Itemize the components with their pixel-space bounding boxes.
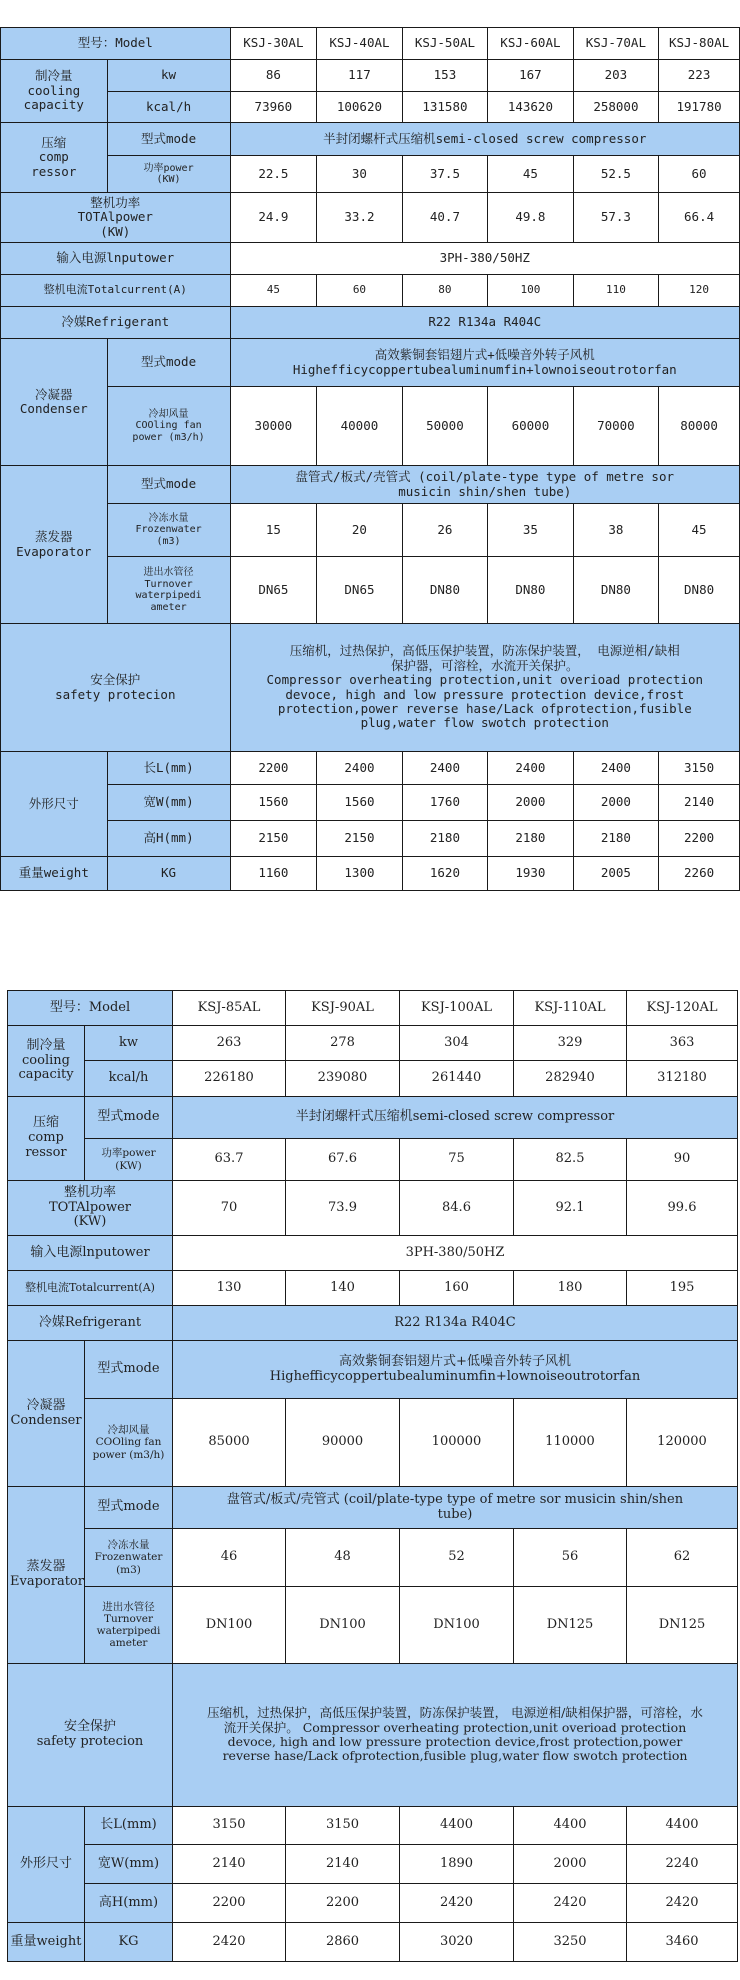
compressor-power-cell: 67.6 — [286, 1139, 400, 1181]
total-power-row — [1, 193, 740, 243]
safety-value: 压缩机，过热保护，高低压保护装置，防冻保护装置， 电源逆相/缺相 保护器，可溶栓，水流开关保护。 Compressor overheating protection,unit overioad protection devoce, high and low pressure protection device,frost protection,power reverse hase/Lack ofprotection,fusible plug,water flow swotch protection — [230, 624, 739, 752]
width-cell: 2000 — [514, 1845, 627, 1884]
compressor-type-value: 半封闭螺杆式压缩机semi-closed screw compressor — [173, 1097, 738, 1139]
type-mode-label: 型式mode — [85, 1487, 173, 1529]
total-power-cell: 84.6 — [400, 1181, 514, 1236]
compressor-power-cell: 45 — [488, 156, 573, 193]
type-mode-label: 型式mode — [107, 123, 230, 156]
cooling-fan-cell: 80000 — [659, 387, 740, 466]
dimensions-label: 外形尺寸 — [8, 1807, 85, 1923]
height-cell: 2150 — [230, 821, 317, 857]
frozen-water-cell: 46 — [173, 1529, 286, 1587]
cooling-kw-cell: 363 — [627, 1026, 738, 1061]
cooling-fan-cell: 30000 — [230, 387, 317, 466]
width-label: 宽W(mm) — [85, 1845, 173, 1884]
height-label: 高H(mm) — [85, 1884, 173, 1923]
total-current-label: 整机电流Totalcurrent(A) — [1, 275, 231, 307]
height-cell: 2420 — [627, 1884, 738, 1923]
pipe-cell: DN100 — [286, 1587, 400, 1664]
frozen-water-cell: 62 — [627, 1529, 738, 1587]
width-cell: 1890 — [400, 1845, 514, 1884]
cooling-kw-cell: 278 — [286, 1026, 400, 1061]
cooling-kw-cell: 263 — [173, 1026, 286, 1061]
frozen-water-cell: 48 — [286, 1529, 400, 1587]
compressor-power-cell: 90 — [627, 1139, 738, 1181]
length-cell: 4400 — [514, 1807, 627, 1845]
length-cell: 2200 — [230, 752, 317, 785]
cooling-capacity-label: 制冷量 cooling capacity — [8, 1026, 85, 1097]
compressor-type-row — [1, 123, 740, 156]
compressor-type-row — [8, 1097, 738, 1139]
total-power-row — [8, 1181, 738, 1236]
frozen-water-cell: 56 — [514, 1529, 627, 1587]
length-label: 长L(mm) — [85, 1807, 173, 1845]
width-row — [8, 1845, 738, 1884]
height-row — [1, 821, 740, 857]
cooling-kcal-cell: 131580 — [402, 92, 487, 123]
compressor-power-cell: 82.5 — [514, 1139, 627, 1181]
type-mode-label: 型式mode — [85, 1341, 173, 1399]
weight-row — [8, 1923, 738, 1962]
cooling-fan-cell: 40000 — [317, 387, 402, 466]
weight-cell: 3250 — [514, 1923, 627, 1962]
refrigerant-row — [8, 1306, 738, 1341]
total-power-label: 整机功率 TOTAlpower (KW) — [1, 193, 231, 243]
cooling-capacity-label: 制冷量 cooling capacity — [1, 60, 108, 123]
cooling-fan-label: 冷却风量 COOling fan power (m3/h) — [85, 1399, 173, 1487]
frozen-water-cell: 52 — [400, 1529, 514, 1587]
cooling-kw-cell: 153 — [402, 60, 487, 92]
model-cell: KSJ-85AL — [173, 991, 286, 1026]
evaporator-type-row — [8, 1487, 738, 1529]
cooling-kcal-cell: 143620 — [488, 92, 573, 123]
frozen-water-cell: 38 — [573, 504, 658, 557]
height-cell: 2200 — [286, 1884, 400, 1923]
pipe-label: 进出水管径 Turnover waterpipedi ameter — [85, 1587, 173, 1664]
total-power-cell: 66.4 — [659, 193, 740, 243]
compressor-type-value: 半封闭螺杆式压缩机semi-closed screw compressor — [230, 123, 739, 156]
pipe-cell: DN80 — [402, 557, 487, 624]
kcal-unit-label: kcal/h — [85, 1061, 173, 1097]
frozen-water-row — [8, 1529, 738, 1587]
refrigerant-value: R22 R134a R404C — [230, 307, 739, 339]
safety-label: 安全保护 safety protecion — [1, 624, 231, 752]
weight-cell: 3460 — [627, 1923, 738, 1962]
cooling-fan-cell: 60000 — [488, 387, 573, 466]
length-cell: 4400 — [400, 1807, 514, 1845]
cooling-fan-row — [1, 387, 740, 466]
kw-unit-label: kw — [85, 1026, 173, 1061]
cooling-kcal-cell: 73960 — [230, 92, 317, 123]
frozen-water-label: 冷冻水量 Frozenwater (m3) — [107, 504, 230, 557]
evaporator-type-value: 盘管式/板式/壳管式 (coil/plate-type type of metre sor musicin shin/shen tube) — [173, 1487, 738, 1529]
total-power-cell: 49.8 — [488, 193, 573, 243]
weight-cell: 2860 — [286, 1923, 400, 1962]
type-mode-label: 型式mode — [107, 466, 230, 504]
width-cell: 1560 — [317, 785, 402, 821]
width-row — [1, 785, 740, 821]
condenser-label: 冷凝器 Condenser — [8, 1341, 85, 1487]
pipe-cell: DN125 — [627, 1587, 738, 1664]
total-current-cell: 130 — [173, 1271, 286, 1306]
length-cell: 2400 — [488, 752, 573, 785]
cooling-fan-cell: 85000 — [173, 1399, 286, 1487]
frozen-water-row — [1, 504, 740, 557]
length-cell: 4400 — [627, 1807, 738, 1845]
model-row — [1, 28, 740, 60]
total-power-cell: 73.9 — [286, 1181, 400, 1236]
cooling-kw-cell: 304 — [400, 1026, 514, 1061]
model-label: 型号：Model — [8, 991, 173, 1026]
length-cell: 3150 — [286, 1807, 400, 1845]
weight-cell: 2420 — [173, 1923, 286, 1962]
cooling-kcal-cell: 100620 — [317, 92, 402, 123]
input-power-row — [1, 243, 740, 275]
model-cell: KSJ-80AL — [659, 28, 740, 60]
cooling-fan-cell: 50000 — [402, 387, 487, 466]
input-power-row — [8, 1236, 738, 1271]
weight-cell: 1300 — [317, 857, 402, 891]
weight-cell: 1930 — [488, 857, 573, 891]
total-current-cell: 80 — [402, 275, 487, 307]
model-cell: KSJ-70AL — [573, 28, 658, 60]
weight-cell: 2260 — [659, 857, 740, 891]
model-cell: KSJ-120AL — [627, 991, 738, 1026]
length-cell: 2400 — [402, 752, 487, 785]
height-cell: 2180 — [402, 821, 487, 857]
model-cell: KSJ-110AL — [514, 991, 627, 1026]
weight-label: 重量weight — [8, 1923, 85, 1962]
weight-cell: 3020 — [400, 1923, 514, 1962]
cooling-kw-cell: 223 — [659, 60, 740, 92]
total-current-cell: 140 — [286, 1271, 400, 1306]
model-label: 型号：Model — [1, 28, 231, 60]
total-current-cell: 160 — [400, 1271, 514, 1306]
cooling-kw-cell: 167 — [488, 60, 573, 92]
cooling-kcal-cell: 282940 — [514, 1061, 627, 1097]
safety-row — [8, 1664, 738, 1807]
pipe-row — [1, 557, 740, 624]
total-current-row — [1, 275, 740, 307]
compressor-power-cell: 22.5 — [230, 156, 317, 193]
compressor-power-row — [1, 156, 740, 193]
evaporator-label: 蒸发器 Evaporator — [8, 1487, 85, 1664]
model-cell: KSJ-60AL — [488, 28, 573, 60]
compressor-label: 压缩 comp ressor — [1, 123, 108, 193]
length-cell: 3150 — [173, 1807, 286, 1845]
width-cell: 2240 — [627, 1845, 738, 1884]
cooling-kw-cell: 86 — [230, 60, 317, 92]
weight-label: 重量weight — [1, 857, 108, 891]
kg-unit-label: KG — [85, 1923, 173, 1962]
total-power-label: 整机功率 TOTAlpower (KW) — [8, 1181, 173, 1236]
condenser-type-row — [1, 339, 740, 387]
kcal-unit-label: kcal/h — [107, 92, 230, 123]
model-row — [8, 991, 738, 1026]
pipe-label: 进出水管径 Turnover waterpipedi ameter — [107, 557, 230, 624]
total-current-label: 整机电流Totalcurrent(A) — [8, 1271, 173, 1306]
frozen-water-cell: 15 — [230, 504, 317, 557]
height-cell: 2420 — [514, 1884, 627, 1923]
evaporator-type-row — [1, 466, 740, 504]
pipe-cell: DN65 — [230, 557, 317, 624]
cooling-fan-row — [8, 1399, 738, 1487]
frozen-water-cell: 35 — [488, 504, 573, 557]
total-power-cell: 92.1 — [514, 1181, 627, 1236]
cooling-fan-cell: 70000 — [573, 387, 658, 466]
weight-row — [1, 857, 740, 891]
total-current-cell: 180 — [514, 1271, 627, 1306]
total-current-cell: 100 — [488, 275, 573, 307]
total-power-cell: 24.9 — [230, 193, 317, 243]
width-cell: 1560 — [230, 785, 317, 821]
safety-value: 压缩机，过热保护，高低压保护装置，防冻保护装置， 电源逆相/缺相保护器，可溶栓，水 流开关保护。 Compressor overheating protection,unit overioad protection devoce, high and low pressure protection device,frost protection,power reverse hase/Lack ofprotection,fusible plug,water flow swotch protection — [173, 1664, 738, 1807]
kg-unit-label: KG — [107, 857, 230, 891]
pipe-cell: DN80 — [573, 557, 658, 624]
weight-cell: 1620 — [402, 857, 487, 891]
compressor-power-cell: 75 — [400, 1139, 514, 1181]
total-power-cell: 57.3 — [573, 193, 658, 243]
compressor-power-cell: 60 — [659, 156, 740, 193]
input-power-label: 输入电源lnputower — [1, 243, 231, 275]
width-cell: 2140 — [659, 785, 740, 821]
pipe-cell: DN80 — [659, 557, 740, 624]
power-kw-label: 功率power (KW) — [85, 1139, 173, 1181]
pipe-cell: DN125 — [514, 1587, 627, 1664]
safety-row — [1, 624, 740, 752]
width-cell: 2000 — [573, 785, 658, 821]
cooling-kcal-cell: 226180 — [173, 1061, 286, 1097]
total-power-cell: 70 — [173, 1181, 286, 1236]
model-cell: KSJ-40AL — [317, 28, 402, 60]
pipe-cell: DN100 — [173, 1587, 286, 1664]
cooling-kcal-row — [1, 92, 740, 123]
cooling-kcal-cell: 239080 — [286, 1061, 400, 1097]
cooling-fan-cell: 90000 — [286, 1399, 400, 1487]
cooling-kw-cell: 117 — [317, 60, 402, 92]
length-row — [8, 1807, 738, 1845]
pipe-row — [8, 1587, 738, 1664]
cooling-kw-row — [1, 60, 740, 92]
height-cell: 2420 — [400, 1884, 514, 1923]
pipe-cell: DN100 — [400, 1587, 514, 1664]
condenser-type-row — [8, 1341, 738, 1399]
type-mode-label: 型式mode — [107, 339, 230, 387]
cooling-kcal-cell: 258000 — [573, 92, 658, 123]
cooling-kw-row — [8, 1026, 738, 1061]
width-cell: 2140 — [173, 1845, 286, 1884]
refrigerant-row — [1, 307, 740, 339]
frozen-water-cell: 26 — [402, 504, 487, 557]
pipe-cell: DN65 — [317, 557, 402, 624]
compressor-power-cell: 37.5 — [402, 156, 487, 193]
model-cell: KSJ-100AL — [400, 991, 514, 1026]
total-current-cell: 195 — [627, 1271, 738, 1306]
total-power-cell: 40.7 — [402, 193, 487, 243]
evaporator-type-value: 盘管式/板式/壳管式 (coil/plate-type type of metre sor musicin shin/shen tube) — [230, 466, 739, 504]
model-cell: KSJ-90AL — [286, 991, 400, 1026]
weight-cell: 2005 — [573, 857, 658, 891]
length-cell: 3150 — [659, 752, 740, 785]
condenser-type-value: 高效紫铜套铝翅片式+低噪音外转子风机 Highefficycoppertubealuminumfin+lownoiseoutrotorfan — [173, 1341, 738, 1399]
cooling-kw-cell: 329 — [514, 1026, 627, 1061]
cooling-kcal-cell: 191780 — [659, 92, 740, 123]
model-cell: KSJ-30AL — [230, 28, 317, 60]
total-current-cell: 60 — [317, 275, 402, 307]
total-power-cell: 99.6 — [627, 1181, 738, 1236]
length-cell: 2400 — [573, 752, 658, 785]
frozen-water-label: 冷冻水量 Frozenwater (m3) — [85, 1529, 173, 1587]
cooling-kcal-cell: 261440 — [400, 1061, 514, 1097]
cooling-fan-label: 冷却风量 COOling fan power (m3/h) — [107, 387, 230, 466]
total-current-cell: 120 — [659, 275, 740, 307]
evaporator-label: 蒸发器 Evaporator — [1, 466, 108, 624]
length-cell: 2400 — [317, 752, 402, 785]
model-cell: KSJ-50AL — [402, 28, 487, 60]
frozen-water-cell: 20 — [317, 504, 402, 557]
width-cell: 2140 — [286, 1845, 400, 1884]
length-row — [1, 752, 740, 785]
refrigerant-label: 冷媒Refrigerant — [8, 1306, 173, 1341]
type-mode-label: 型式mode — [85, 1097, 173, 1139]
height-cell: 2200 — [173, 1884, 286, 1923]
width-cell: 1760 — [402, 785, 487, 821]
cooling-fan-cell: 110000 — [514, 1399, 627, 1487]
condenser-type-value: 高效紫铜套铝翅片式+低噪音外转子风机 Highefficycoppertubealuminumfin+lownoiseoutrotorfan — [230, 339, 739, 387]
weight-cell: 1160 — [230, 857, 317, 891]
width-label: 宽W(mm) — [107, 785, 230, 821]
compressor-label: 压缩 comp ressor — [8, 1097, 85, 1181]
total-current-cell: 110 — [573, 275, 658, 307]
compressor-power-cell: 30 — [317, 156, 402, 193]
pipe-cell: DN80 — [488, 557, 573, 624]
input-power-value: 3PH-380/50HZ — [173, 1236, 738, 1271]
cooling-kcal-row — [8, 1061, 738, 1097]
height-cell: 2180 — [573, 821, 658, 857]
width-cell: 2000 — [488, 785, 573, 821]
refrigerant-value: R22 R134a R404C — [173, 1306, 738, 1341]
cooling-kcal-cell: 312180 — [627, 1061, 738, 1097]
compressor-power-cell: 63.7 — [173, 1139, 286, 1181]
cooling-fan-cell: 100000 — [400, 1399, 514, 1487]
cooling-fan-cell: 120000 — [627, 1399, 738, 1487]
height-label: 高H(mm) — [107, 821, 230, 857]
condenser-label: 冷凝器 Condenser — [1, 339, 108, 466]
power-kw-label: 功率power (KW) — [107, 156, 230, 193]
dimensions-label: 外形尺寸 — [1, 752, 108, 857]
height-cell: 2200 — [659, 821, 740, 857]
height-cell: 2180 — [488, 821, 573, 857]
safety-label: 安全保护 safety protecion — [8, 1664, 173, 1807]
input-power-value: 3PH-380/50HZ — [230, 243, 739, 275]
length-label: 长L(mm) — [107, 752, 230, 785]
compressor-power-cell: 52.5 — [573, 156, 658, 193]
total-power-cell: 33.2 — [317, 193, 402, 243]
cooling-kw-cell: 203 — [573, 60, 658, 92]
refrigerant-label: 冷媒Refrigerant — [1, 307, 231, 339]
total-current-row — [8, 1271, 738, 1306]
spec-table-2 — [7, 990, 738, 1962]
input-power-label: 输入电源lnputower — [8, 1236, 173, 1271]
height-row — [8, 1884, 738, 1923]
height-cell: 2150 — [317, 821, 402, 857]
kw-unit-label: kw — [107, 60, 230, 92]
spec-table-1 — [0, 27, 740, 891]
total-current-cell: 45 — [230, 275, 317, 307]
compressor-power-row — [8, 1139, 738, 1181]
frozen-water-cell: 45 — [659, 504, 740, 557]
